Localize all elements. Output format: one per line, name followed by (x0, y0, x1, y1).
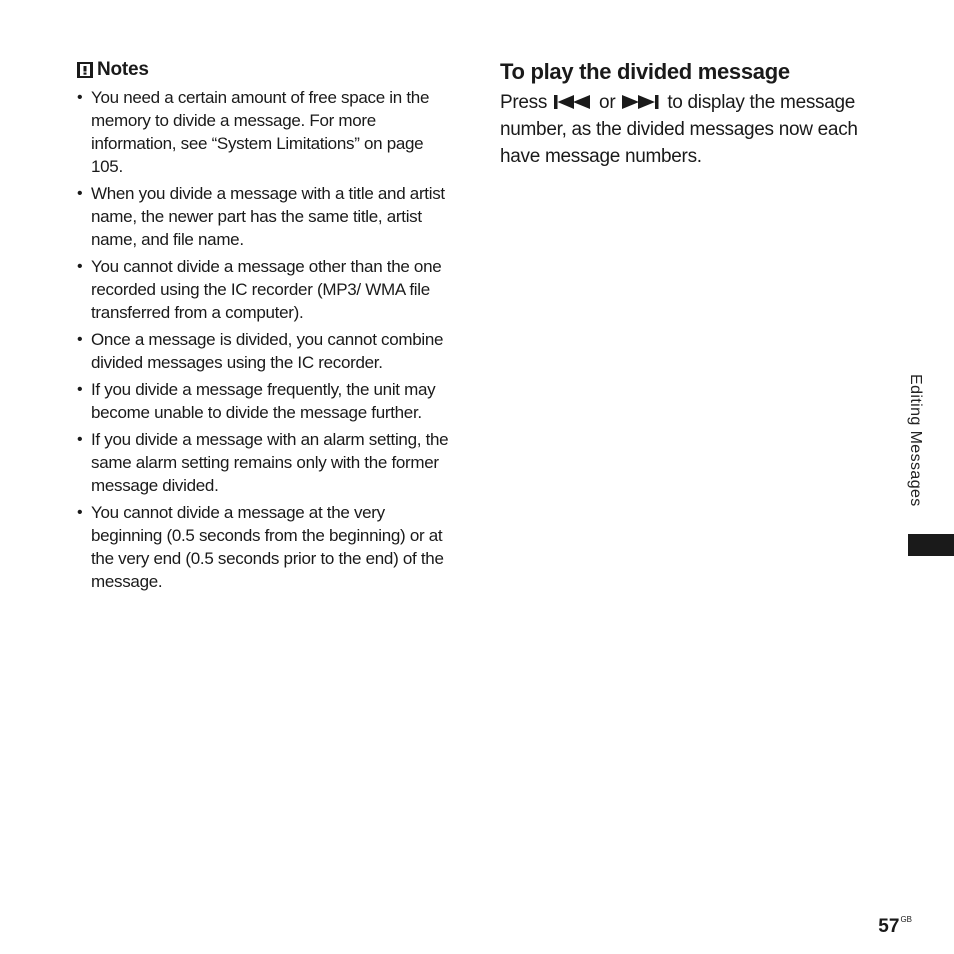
page-number-value: 57 (878, 916, 900, 937)
note-text: You cannot divide a message other than the one recorded using the IC recorder (MP3/ WMA file transferred from a computer). (91, 257, 442, 322)
side-tab-label: Editing Messages (907, 374, 924, 507)
page-number (878, 908, 912, 939)
notes-title: Notes (97, 59, 149, 80)
bullet: • (77, 185, 83, 202)
notes-section (77, 58, 455, 597)
note-item (77, 255, 455, 324)
body-rest-text: to display the message number, as the divided messages now each have message numbers. (500, 92, 858, 167)
skip-previous-icon (554, 95, 592, 109)
note-text: You need a certain amount of free space in the memory to divide a message. For more information, see “System Limitations” on page 105. (91, 88, 430, 176)
note-item (77, 328, 455, 374)
note-item (77, 378, 455, 424)
section-heading: To play the divided message (500, 59, 790, 84)
note-text: If you divide a message with an alarm setting, the same alarm setting remains only with the former message divided. (91, 430, 449, 495)
note-text: When you divide a message with a title and artist name, the newer part has the same title, artist name, and file name. (91, 184, 445, 249)
play-divided-section (500, 58, 895, 170)
bullet: • (77, 504, 83, 521)
skip-next-icon (622, 95, 660, 109)
note-item (77, 501, 455, 593)
page-suffix: GB (900, 915, 912, 924)
side-tab-marker (908, 534, 954, 556)
note-text: Once a message is divided, you cannot combine divided messages using the IC recorder. (91, 330, 444, 372)
notes-heading (77, 58, 455, 82)
note-text: If you divide a message frequently, the unit may become unable to divide the message further. (91, 380, 436, 422)
notes-list (77, 86, 455, 593)
note-item (77, 86, 455, 178)
bullet: • (77, 258, 83, 275)
section-body (500, 89, 895, 170)
bullet: • (77, 331, 83, 348)
bullet: • (77, 89, 83, 106)
note-item (77, 428, 455, 497)
bullet: • (77, 381, 83, 398)
or-text: or (599, 92, 616, 113)
press-text: Press (500, 92, 548, 113)
bullet: • (77, 431, 83, 448)
note-text: You cannot divide a message at the very beginning (0.5 seconds from the beginning) or at the very end (0.5 seconds prior to the end) of the message. (91, 503, 444, 591)
note-item (77, 182, 455, 251)
note-icon (77, 62, 93, 78)
